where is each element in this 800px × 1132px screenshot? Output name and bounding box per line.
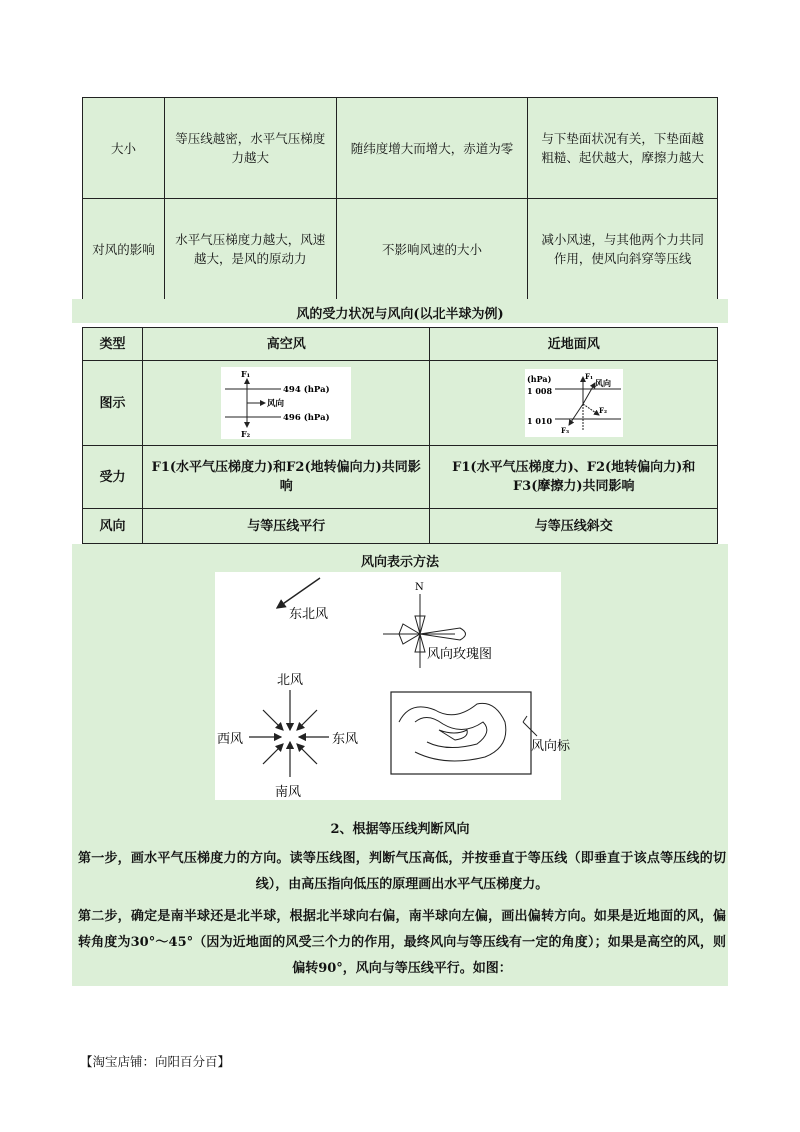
table-cell: 与等压线平行 [142, 509, 430, 544]
table-row [83, 199, 718, 300]
table-cell: F1(水平气压梯度力)、F2(地转偏向力)和F3(摩擦力)共同影响 [430, 446, 718, 509]
isobar-label: 1 010 [526, 416, 552, 426]
section-title: 风的受力状况与风向(以北半球为例) [296, 307, 504, 322]
wind-notation-drawing [215, 572, 571, 800]
table-cell: 水平气压梯度力越大，风速越大，是风的原动力 [164, 199, 336, 300]
wind-direction-label: 风向 [267, 399, 285, 409]
isobar-label: 1 008 [526, 386, 552, 396]
section-title: 风向表示方法 [360, 555, 439, 570]
table-cell: F1(水平气压梯度力)和F2(地转偏向力)共同影响 [142, 446, 430, 509]
table-row [83, 98, 718, 199]
column-header: 类型 [83, 328, 143, 361]
f1-label: F₁ [241, 369, 251, 379]
isobar-label: 496 (hPa) [283, 413, 330, 423]
column-header: 近地面风 [430, 328, 718, 361]
step-two-paragraph: 第二步，确定是南半球还是北半球，根据北半球向右偏，南半球向左偏，画出偏转方向。如果是近地面的风，偏转角度为30°～45°（因为近地面的风受三个力的作用，最终风向与等压线有一定的角度）；如果是高空的风，则偏转90°，风向与等压线平行。如图： [78, 909, 726, 976]
west-wind-label: 西风 [217, 732, 244, 747]
north-wind-label: 北风 [277, 673, 304, 688]
row-label: 对风的影响 [83, 199, 165, 300]
table-row [83, 361, 718, 446]
south-wind-label: 南风 [275, 785, 302, 800]
row-label: 受力 [83, 446, 143, 509]
wind-force-table [82, 327, 718, 544]
f2-label: F₂ [598, 406, 607, 415]
wind-symbol-label: 风向标 [531, 739, 571, 754]
table-cell: 等压线越密，水平气压梯度力越大 [164, 98, 336, 199]
step-one-paragraph: 第一步，画水平气压梯度力的方向。读等压线图，判断气压高低，并按垂直于等压线（即垂直于该点等压线的切线），由高压指向低压的原理画出水平气压梯度力。 [78, 851, 726, 892]
section-title: 2、根据等压线判断风向 [330, 822, 470, 837]
row-label: 大小 [83, 98, 165, 199]
surface-diagram-cell [430, 361, 718, 446]
f2-label: F₂ [241, 429, 251, 439]
north-label: N [415, 582, 424, 593]
table-cell: 减小风速，与其他两个力共同作用，使风向斜穿等压线 [528, 199, 718, 300]
table-cell: 与下垫面状况有关，下垫面越粗糙、起伏越大，摩擦力越大 [528, 98, 718, 199]
f3-label: F₃ [560, 426, 569, 435]
table-row [83, 509, 718, 544]
wind-direction-label: 风向 [594, 378, 611, 388]
unit-label: (hPa) [526, 374, 552, 384]
ne-wind-label: 东北风 [289, 607, 329, 622]
high-altitude-wind-diagram [221, 367, 351, 439]
wind-notation-figure [215, 572, 571, 800]
isobar-label: 494 (hPa) [283, 385, 330, 395]
table-header-row [83, 328, 718, 361]
wind-rose-label: 风向玫瑰图 [427, 647, 493, 662]
row-label: 风向 [83, 509, 143, 544]
column-header: 高空风 [142, 328, 430, 361]
table-cell: 随纬度增大而增大，赤道为零 [336, 98, 528, 199]
force-comparison-table [82, 97, 718, 300]
f1-label: F₁ [584, 372, 593, 381]
high-altitude-diagram-cell [142, 361, 430, 446]
surface-wind-diagram [525, 369, 623, 437]
east-wind-label: 东风 [332, 732, 359, 747]
table-cell: 不影响风速的大小 [336, 199, 528, 300]
row-label: 图示 [83, 361, 143, 446]
shop-footer: 【淘宝店铺：向阳百分百】 [80, 1054, 231, 1069]
table-row [83, 446, 718, 509]
table-cell: 与等压线斜交 [430, 509, 718, 544]
